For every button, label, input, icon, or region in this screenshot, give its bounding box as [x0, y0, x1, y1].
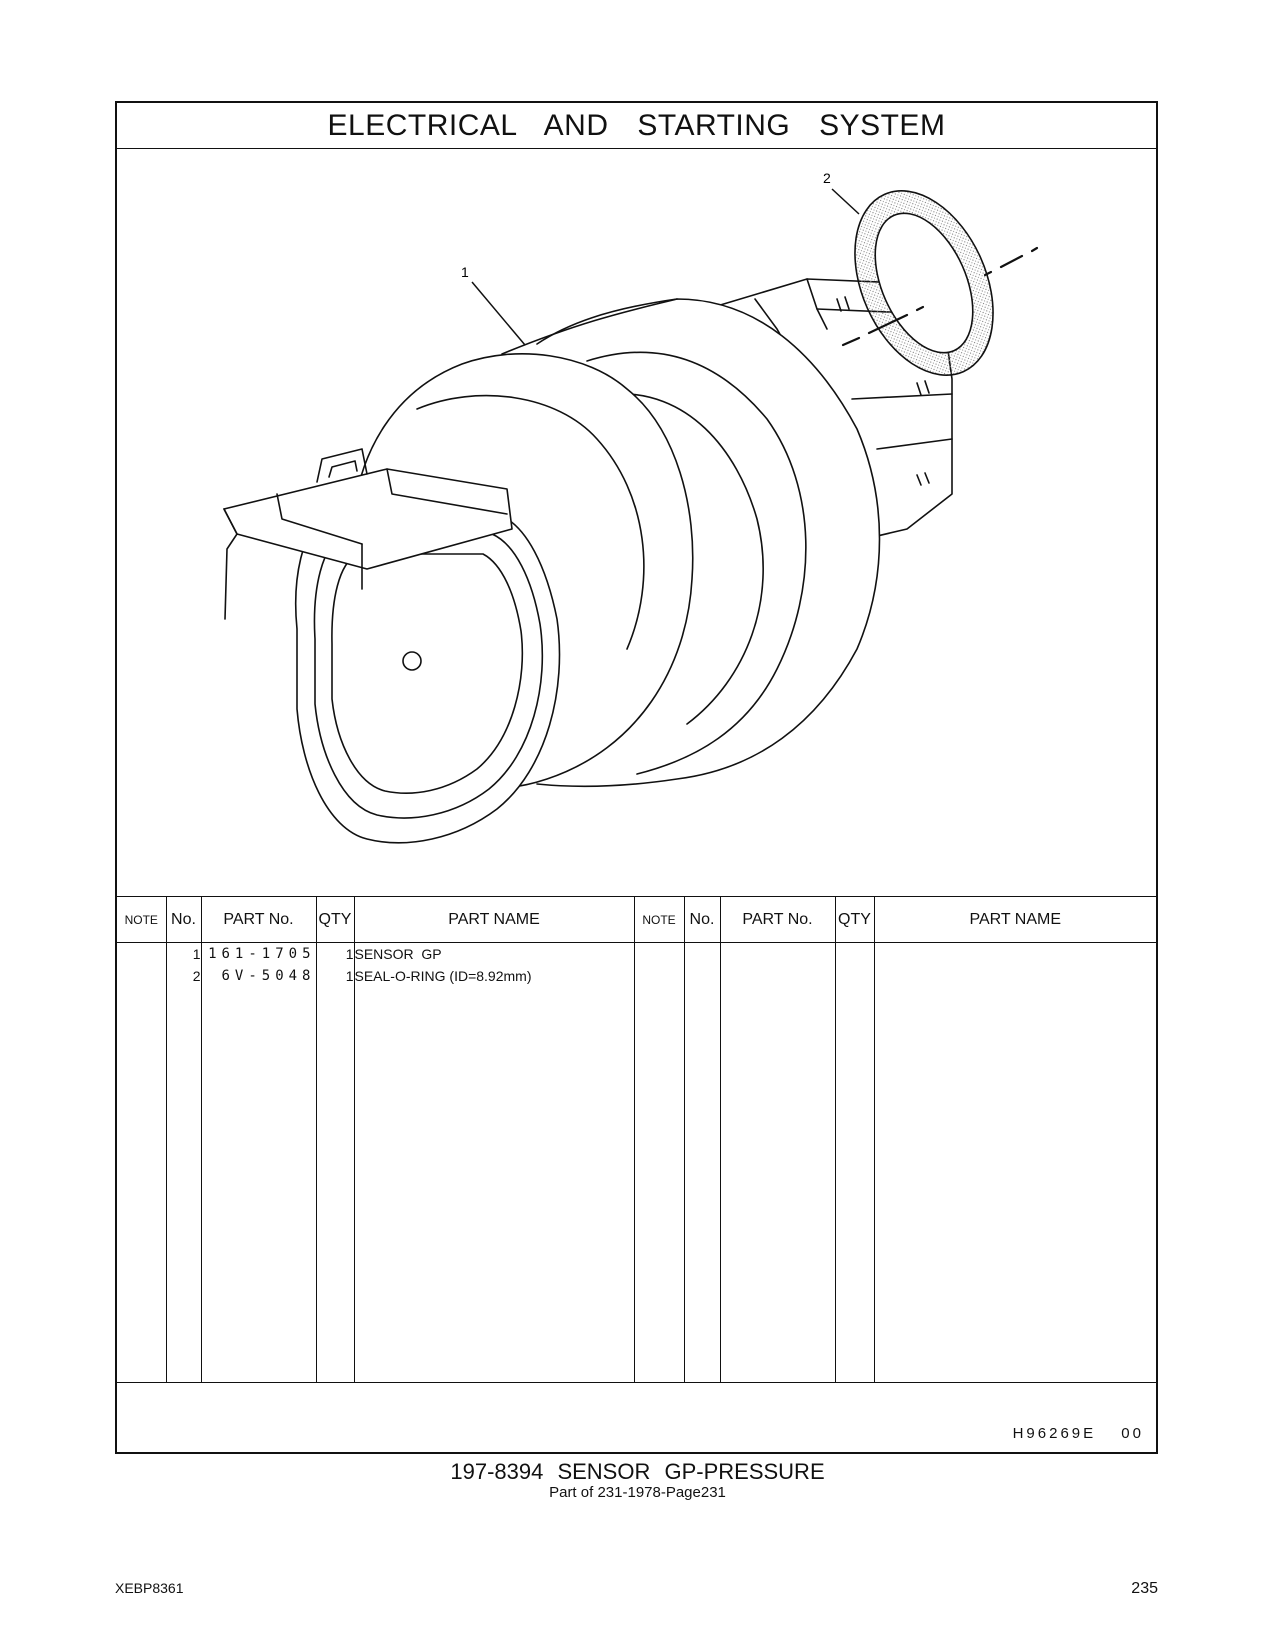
- note-column: [117, 943, 166, 1383]
- no-column: [166, 943, 201, 1383]
- part-name-column-right: [874, 943, 1156, 1383]
- header-qty-right: QTY: [835, 897, 874, 943]
- parts-illustration: [117, 149, 1156, 896]
- assembly-subtitle: Part of 231-1978-Page231: [549, 1484, 726, 1501]
- row-2-part-no: 6V-5048: [221, 968, 316, 984]
- section-title: ELECTRICAL AND STARTING SYSTEM: [117, 103, 1156, 149]
- row-1-no: 1: [192, 946, 201, 962]
- header-part-name: PART NAME: [354, 897, 634, 943]
- no-column-right: [684, 943, 720, 1383]
- header-part-no: PART No.: [201, 897, 316, 943]
- header-no-right: No.: [684, 897, 720, 943]
- note-column-right: [634, 943, 684, 1383]
- callout-1: 1: [461, 264, 469, 280]
- header-part-name-right: PART NAME: [874, 897, 1156, 943]
- callout-2: 2: [823, 170, 831, 186]
- row-1-part-name: SENSOR GP: [354, 946, 442, 962]
- part-name-column: [354, 943, 634, 1383]
- page-number: 235: [1131, 1580, 1158, 1597]
- document-id: XEBP8361: [115, 1580, 184, 1596]
- header-note: NOTE: [117, 897, 166, 943]
- row-2-no: 2: [192, 968, 201, 984]
- qty-column: [316, 943, 354, 1383]
- parts-table: [117, 896, 1156, 1383]
- parts-sheet: [115, 101, 1158, 1454]
- qty-column-right: [835, 943, 874, 1383]
- caption: [0, 1459, 1275, 1501]
- row-1-part-no: 161-1705: [208, 946, 316, 962]
- header-no: No.: [166, 897, 201, 943]
- part-no-column: [201, 943, 316, 1383]
- row-2-qty: 1: [345, 968, 354, 984]
- assembly-title: 197-8394 SENSOR GP-PRESSURE: [450, 1459, 825, 1484]
- row-1-qty: 1: [345, 946, 354, 962]
- table-header-row: [117, 897, 1156, 943]
- header-note-right: NOTE: [634, 897, 684, 943]
- table-body-row: [117, 943, 1156, 1383]
- row-2-part-name: SEAL-O-RING (ID=8.92mm): [354, 968, 532, 984]
- part-no-column-right: [720, 943, 835, 1383]
- header-qty: QTY: [316, 897, 354, 943]
- drawing-reference: H96269E 00: [1012, 1425, 1144, 1442]
- header-part-no-right: PART No.: [720, 897, 835, 943]
- sensor-drawing: [117, 149, 1156, 896]
